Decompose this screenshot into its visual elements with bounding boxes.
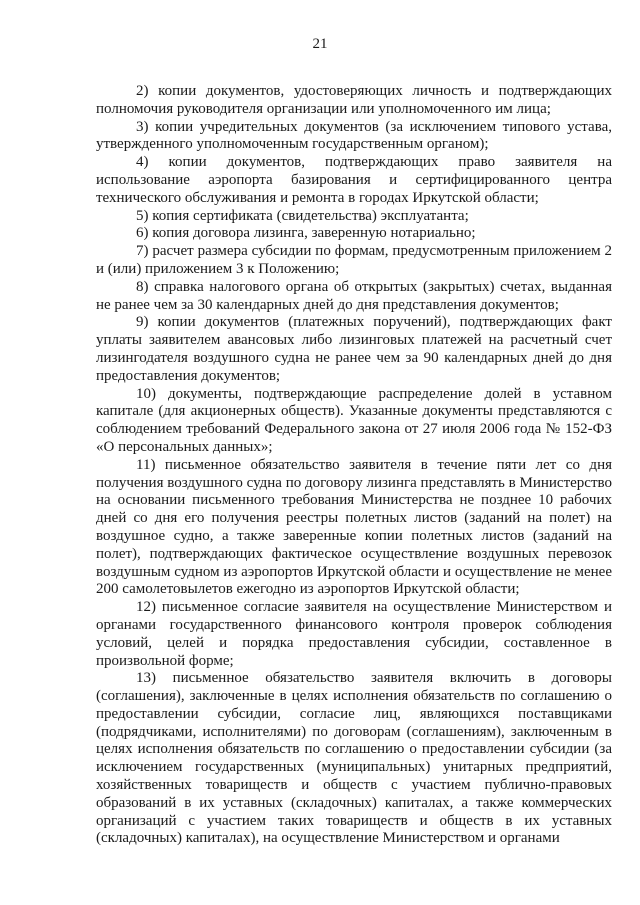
- list-item-5: 5) копия сертификата (свидетельства) эксплуатанта;: [136, 207, 469, 224]
- list-item-13: 13) письменное обязательство заявителя включить в договоры (соглашения), заключенные в целях исполнения обязательств по соглашению о предоставлении субсидии, согласие лиц, являющихся поставщиками (подрядчиками, исполнителями) по договорам (соглашениям), заключенным в целях исполнения обязательств по соглашению о предоставлении субсидии (за исключением государственных (муниципальных) унитарных предприятий, хозяйственных товариществ и обществ с участием публично-правовых образований в их уставных (складочных) капиталах, а также коммерческих организаций с участием таких товариществ и обществ в их уставных (складочных) капиталах), на осуществление Министерством и органами: [96, 670, 612, 847]
- list-item-8: 8) справка налогового органа об открытых (закрытых) счетах, выданная не ранее чем за 30 календарных дней до дня представления документов;: [96, 278, 612, 313]
- list-item-11: 11) письменное обязательство заявителя в течение пяти лет со дня получения воздушного судна по договору лизинга представлять в Министерство на основании письменного требования Министерства не позднее 10 рабочих дней со дня его получения реестры полетных листов (заданий на полет) на воздушное судно, а также заверенные копии полетных листов (заданий на полет), подтверждающих фактическое осуществление воздушных перевозок воздушным судном из аэропортов Иркутской области и осуществление не менее 200 самолетовылетов ежегодно из аэропортов Иркутской области;: [96, 456, 612, 598]
- list-item-7: 7) расчет размера субсидии по формам, предусмотренным приложением 2 и (или) приложением 3 к Положению;: [96, 243, 612, 277]
- list-item-3: 3) копии учредительных документов (за исключением типового устава, утвержденного уполномоченным государственным органом);: [96, 118, 612, 153]
- list-item-6: 6) копия договора лизинга, заверенную нотариально;: [136, 225, 476, 242]
- list-item-2: 2) копии документов, удостоверяющих личность и подтверждающих полномочия руководителя организации или уполномоченного им лица;: [96, 83, 612, 117]
- list-item-12: 12) письменное согласие заявителя на осуществление Министерством и органами государственного финансового контроля проверок соблюдения условий, целей и порядка предоставления субсидии, составленное в произвольной форме;: [96, 599, 612, 669]
- list-item-4: 4) копии документов, подтверждающих право заявителя на использование аэропорта базирования и сертифицированного центра технического обслуживания и ремонта в городах Иркутской области;: [96, 154, 612, 206]
- list-item-9: 9) копии документов (платежных поручений), подтверждающих факт уплаты заявителем авансовых либо лизинговых платежей на расчетный счет лизингодателя воздушного судна не ранее чем за 90 календарных дней до дня предоставления документов;: [96, 314, 612, 384]
- page-number: 21: [312, 36, 328, 52]
- document-body: [96, 83, 612, 848]
- list-item-10: 10) документы, подтверждающие распределение долей в уставном капитале (для акционерных обществ). Указанные документы представляются с соблюдением требований Федерального закона от 27 июля 2006 года № 152-ФЗ «О персональных данных»;: [96, 385, 612, 455]
